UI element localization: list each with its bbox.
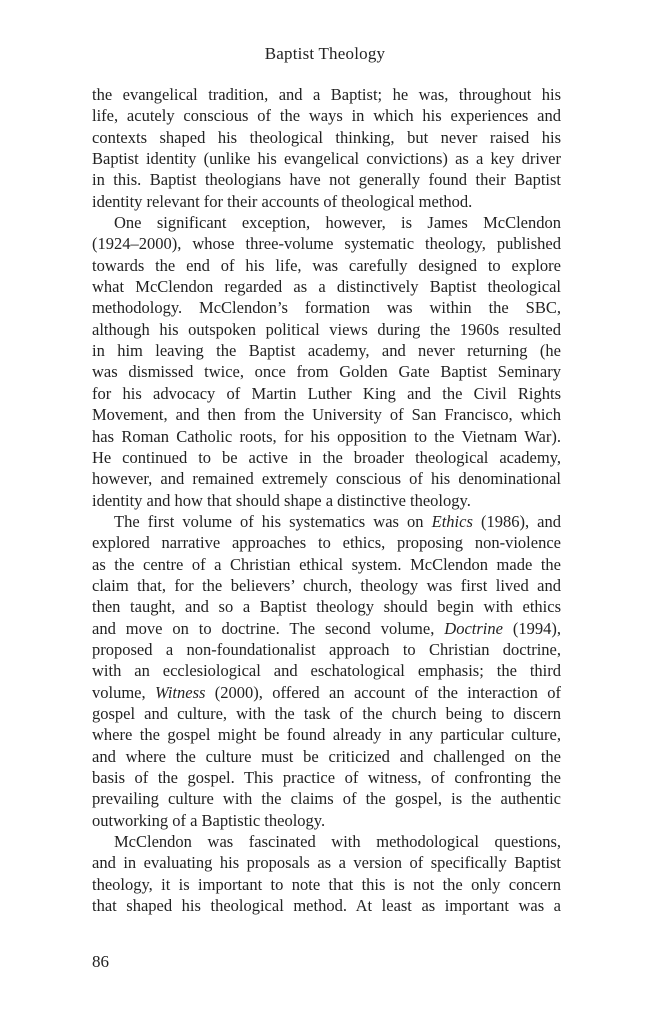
text-line: towards the end of his life, was carefully designed to explore <box>92 255 561 275</box>
italic-term: Witness <box>155 682 206 702</box>
running-head: Baptist Theology <box>264 44 386 63</box>
text-line: (1924–2000), whose three-volume systematic theology, published <box>92 234 561 254</box>
text-line: claim that, for the believers’ church, theology was first lived and <box>92 575 561 595</box>
text-line: and where the culture must be criticized and challenged on the <box>92 746 561 766</box>
text-line: theology, it is important to note that this is not the only concern <box>92 874 561 894</box>
text-line: McClendon was fascinated with methodological questions, <box>114 832 561 852</box>
text-line: volume, Witness (2000), offered an account of the interaction of <box>92 682 561 702</box>
text-line: The first volume of his systematics was on Ethics (1986), and <box>114 511 561 531</box>
text-line: has Roman Catholic roots, for his opposition to the Vietnam War). <box>92 426 561 446</box>
text-line: life, acutely conscious of the ways in which his experiences and <box>92 106 561 126</box>
text-line: the evangelical tradition, and a Baptist; he was, throughout his <box>92 85 561 104</box>
text-line: and move on to doctrine. The second volume, Doctrine (1994), <box>92 618 561 638</box>
paragraph <box>92 831 561 916</box>
text-line: methodology. McClendon’s formation was within the SBC, <box>92 298 561 318</box>
text-line: for his advocacy of Martin Luther King and the Civil Rights <box>92 383 561 403</box>
italic-term: Ethics <box>431 511 473 531</box>
text-line: outworking of a Baptistic theology. <box>92 810 326 830</box>
text-line: Baptist identity (unlike his evangelical convictions) as a key driver <box>92 149 561 169</box>
text-line: gospel and culture, with the task of the church being to discern <box>92 703 561 723</box>
paragraph <box>92 511 561 831</box>
paragraph <box>92 84 561 212</box>
text-line: identity and how that should shape a distinctive theology. <box>92 490 471 510</box>
text-line: Movement, and then from the University of San Francisco, which <box>92 405 561 425</box>
text-line: in this. Baptist theologians have not generally found their Baptist <box>92 170 561 190</box>
text-line: contexts shaped his theological thinking, but never raised his <box>92 127 561 147</box>
text-line: basis of the gospel. This practice of witness, of confronting the <box>92 768 561 787</box>
text-line: although his outspoken political views during the 1960s resulted <box>92 319 561 339</box>
text-line: One significant exception, however, is James McClendon <box>114 213 561 233</box>
page-number: 86 <box>92 952 109 971</box>
text-line: then taught, and so a Baptist theology should begin with ethics <box>92 597 561 617</box>
italic-term: Doctrine <box>444 618 503 638</box>
body-text <box>92 84 561 916</box>
text-line: and in evaluating his proposals as a version of specifically Baptist <box>92 853 561 873</box>
text-line: that shaped his theological method. At least as important was a <box>92 896 561 916</box>
paragraph <box>92 212 561 511</box>
text-line: proposed a non-foundationalist approach to Christian doctrine, <box>92 639 561 659</box>
text-line: however, and remained extremely conscious of his denominational <box>92 469 561 489</box>
text-line: what McClendon regarded as a distinctively Baptist theological <box>92 277 561 297</box>
text-line: where the gospel might be found already in any particular culture, <box>92 725 561 745</box>
text-line: He continued to be active in the broader theological academy, <box>92 447 561 467</box>
text-line: explored narrative approaches to ethics, proposing non-violence <box>92 533 561 553</box>
text-line: was dismissed twice, once from Golden Gate Baptist Seminary <box>92 362 561 382</box>
text-line: in him leaving the Baptist academy, and never returning (he <box>92 341 561 361</box>
text-line: as the centre of a Christian ethical system. McClendon made the <box>92 554 561 574</box>
text-line: with an ecclesiological and eschatological emphasis; the third <box>92 661 561 681</box>
text-line: prevailing culture with the claims of the gospel, is the authentic <box>92 789 561 809</box>
text-line: identity relevant for their accounts of theological method. <box>92 191 473 211</box>
